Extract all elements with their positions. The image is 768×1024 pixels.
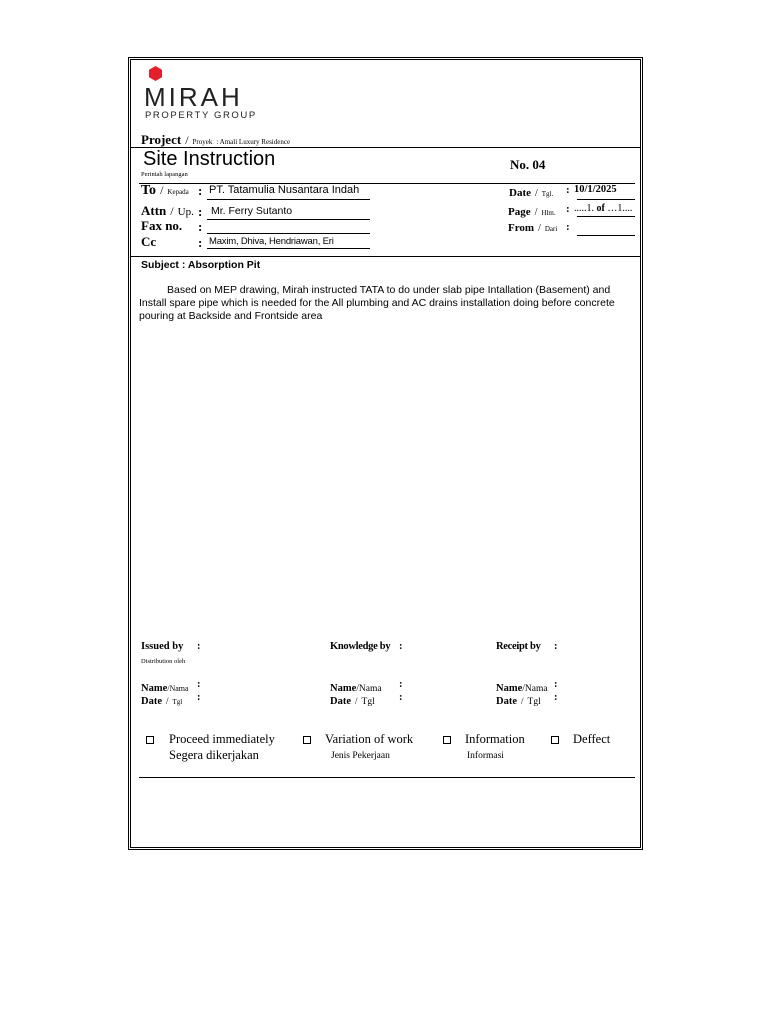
subject-line: Subject : Absorption Pit [141, 259, 261, 271]
knowledge-by-label: Knowledge by [330, 641, 391, 652]
divider-header [131, 256, 640, 257]
knowledge-by-colon: : [399, 641, 403, 652]
variation-of-work-checkbox[interactable] [303, 736, 311, 744]
fax-underline [207, 233, 370, 234]
from-sub: Dari [544, 225, 558, 233]
fax-label: Fax no. [141, 218, 183, 233]
information-sub: Informasi [467, 751, 504, 761]
to-label: To [141, 183, 157, 198]
receipt-date-group: Date / Tgl [496, 696, 541, 707]
page-current: .....1. [574, 203, 594, 214]
date-colon: : [566, 184, 570, 196]
attn-sub: Up. [177, 206, 194, 218]
page-title-sub: Perintah lapangan [141, 171, 188, 178]
knowledge-date-group: Date / Tgl [330, 696, 375, 707]
variation-of-work-label: Variation of work [325, 732, 414, 746]
receipt-by-label: Receipt by [496, 641, 541, 652]
divider-bottom [139, 777, 635, 778]
attn-value: Mr. Ferry Sutanto [211, 205, 293, 217]
proceed-immediately-checkbox[interactable] [146, 736, 154, 744]
page-slash: / [534, 207, 538, 218]
to-underline [207, 199, 370, 200]
to-label-group [141, 181, 189, 199]
issued-name-label: Name [141, 683, 168, 694]
issued-by-sub: Distribution oleh [141, 658, 186, 665]
project-label-id: Proyek [192, 138, 213, 146]
date-label-group [509, 183, 553, 201]
receipt-date-colon: : [554, 692, 558, 703]
to-colon: : [198, 183, 203, 198]
receipt-date-label: Date [496, 696, 517, 707]
issued-name-sub: /Nama [167, 684, 189, 693]
knowledge-name-colon: : [399, 679, 403, 690]
page-title: Site Instruction [143, 148, 276, 170]
to-slash: / [160, 183, 164, 197]
issued-date-group: Date / Tgl [141, 696, 183, 707]
date-underline [577, 199, 635, 200]
issued-name-colon: : [197, 679, 201, 690]
knowledge-date-colon: : [399, 692, 403, 703]
instruction-number: No. 04 [510, 157, 546, 172]
page-total: …1.... [607, 203, 633, 214]
attn-slash: / [170, 204, 174, 218]
issued-date-colon: : [197, 692, 201, 703]
knowledge-name-sub: /Nama [356, 684, 382, 694]
deffect-label: Deffect [573, 732, 611, 746]
page-sub: Hlm. [541, 209, 556, 217]
attn-colon: : [198, 204, 203, 219]
receipt-name-label: Name [496, 683, 523, 694]
receipt-name-colon: : [554, 679, 558, 690]
from-label-group [508, 218, 557, 236]
from-underline [577, 235, 635, 236]
issued-date-sub: Tgl [172, 698, 183, 706]
receipt-date-sub: Tgl [527, 697, 541, 707]
to-value: PT. Tatamulia Nusantara Indah [209, 184, 360, 196]
logo-wordmark: MIRAH [144, 82, 243, 112]
date-value: 10/1/2025 [574, 184, 617, 195]
cc-colon: : [198, 235, 203, 250]
receipt-name-sub: /Nama [522, 684, 548, 694]
from-slash: / [538, 223, 541, 234]
receipt-by-colon: : [554, 641, 558, 652]
cc-underline [207, 248, 370, 249]
knowledge-name-label: Name [330, 683, 357, 694]
to-sub: Kepada [167, 188, 189, 196]
issued-by-label: Issued by [141, 641, 184, 652]
logo-subtitle: PROPERTY GROUP [145, 110, 257, 121]
page-underline [577, 216, 635, 217]
from-label: From [508, 222, 535, 234]
project-slash: / [185, 133, 189, 147]
page-label: Page [508, 206, 531, 218]
project-label: Project [141, 132, 182, 147]
information-label: Information [465, 732, 525, 746]
knowledge-date-sub: Tgl [361, 697, 375, 707]
information-checkbox[interactable] [443, 736, 451, 744]
attn-label: Attn [141, 203, 167, 218]
cc-label: Cc [141, 234, 157, 249]
attn-underline [207, 219, 370, 220]
cc-value: Maxim, Dhiva, Hendriawan, Eri [209, 236, 334, 247]
fax-colon: : [198, 219, 203, 234]
date-sub: Tgl. [541, 190, 554, 198]
deffect-checkbox[interactable] [551, 736, 559, 744]
knowledge-date-label: Date [330, 696, 351, 707]
page-of: of [596, 203, 605, 214]
date-slash: / [535, 188, 538, 199]
instruction-body: Based on MEP drawing, Mirah instructed TATA to do under slab pipe Intallation (Basement) and Install spare pipe which is needed for the All plumbing and AC drains installation doing before concrete pouring at Backside and Frontside area [139, 284, 615, 322]
proceed-immediately-sub: Segera dikerjakan [169, 748, 259, 762]
date-label: Date [509, 187, 531, 199]
project-value: : Amali Luxury Residence [216, 138, 291, 146]
variation-of-work-sub: Jenis Pekerjaan [331, 751, 390, 761]
page-colon: : [566, 203, 570, 215]
mirah-logo-hexagon-icon [148, 66, 163, 81]
issued-date-label: Date [141, 696, 162, 707]
issued-by-colon: : [197, 641, 201, 652]
proceed-immediately-label: Proceed immediately [169, 732, 275, 746]
from-colon: : [566, 221, 570, 233]
page-value [574, 203, 632, 214]
